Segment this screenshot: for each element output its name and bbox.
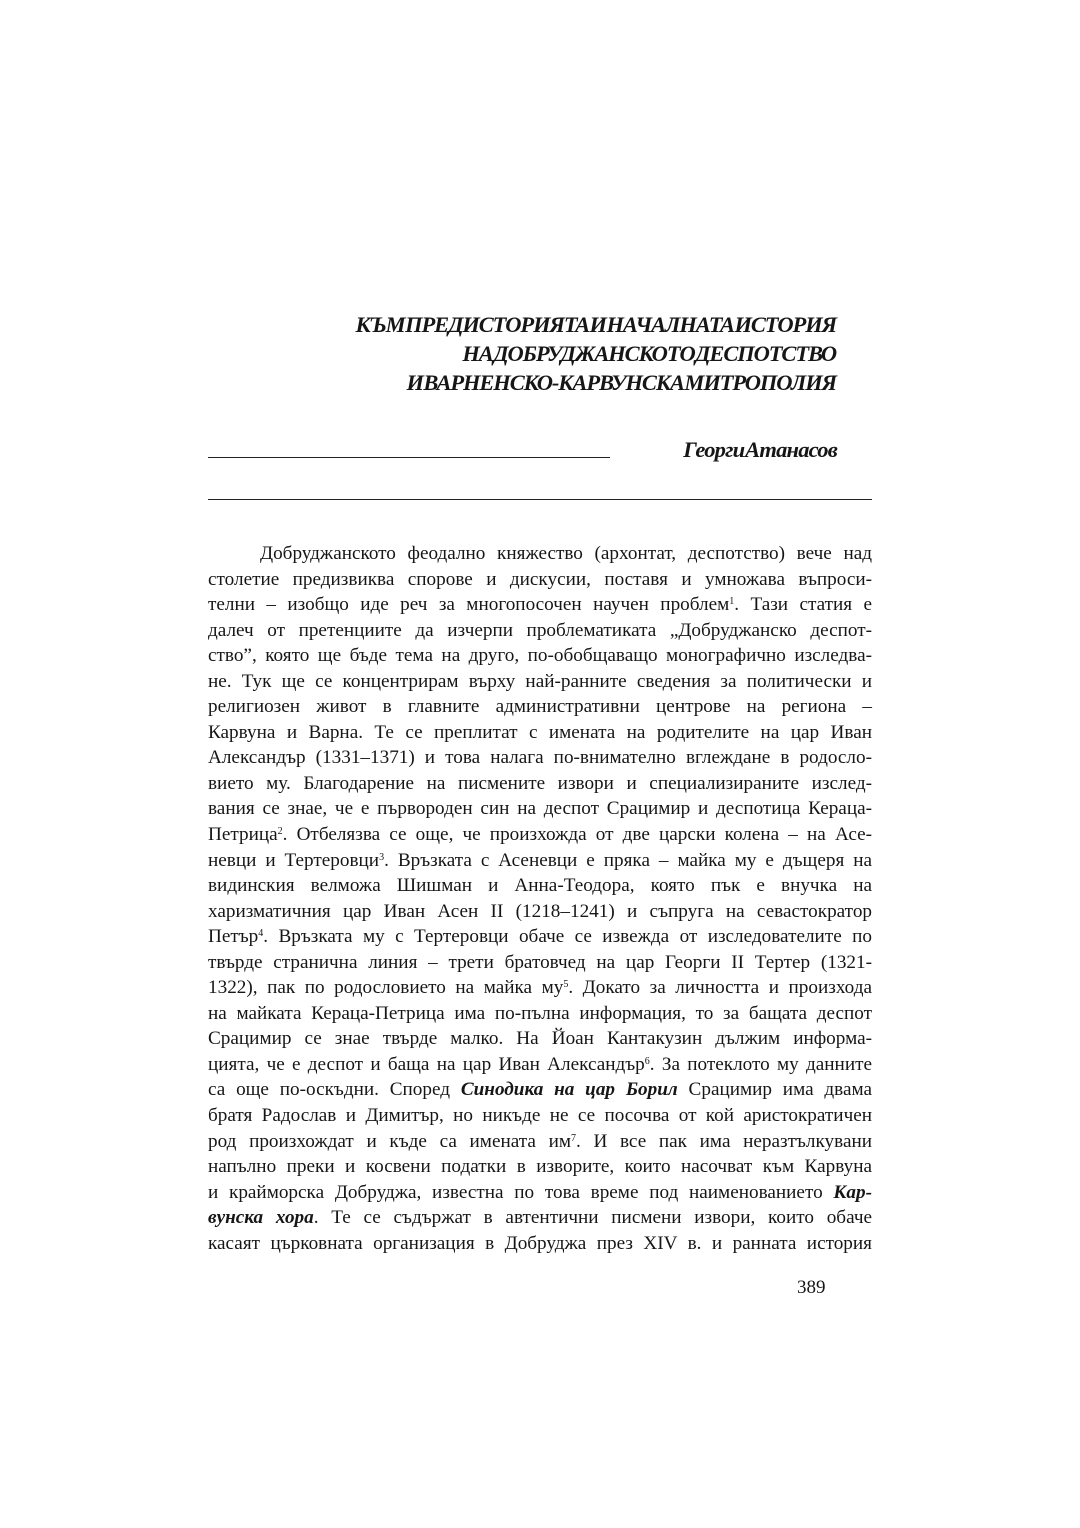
article-title xyxy=(200,310,836,397)
title-line-2: НА ДОБРУДЖАНСКОТО ДЕСПОТСТВО xyxy=(462,341,836,366)
text-line: цията, че е деспот и баща на цар Иван Александър$^6$. За потеклото му данните xyxy=(208,1053,872,1075)
text-line: на майката Кераца-Петрица има по-пълна информация, то за бащата деспот xyxy=(208,1002,872,1024)
emphasis-synodikon: Синодика на цар Борил xyxy=(460,1079,678,1101)
author-rule xyxy=(208,457,610,458)
footnote-ref[interactable]: 3 xyxy=(379,851,385,863)
text-line: и крайморска Добруджа, известна по това време под наименованието Кар- xyxy=(208,1181,873,1203)
text-line: вунска хора. Те се съдържат в автентични писмени извори, които обаче xyxy=(208,1207,872,1229)
text-line: касаят църковната организация в Добруджа през XIV в. и ранната история xyxy=(208,1232,872,1254)
footnote-ref[interactable]: 6 xyxy=(644,1055,650,1067)
text-line: Срацимир се знае твърде малко. На Йоан Кантакузин дължим информа- xyxy=(208,1028,872,1050)
text-line: невци и Тертеровци$^3$. Връзката с Асеневци е пряка – майка му е дъщеря на xyxy=(208,849,872,871)
text-line: Петър$^4$. Връзката му с Тертеровци обаче се извежда от изследователите по xyxy=(208,926,872,948)
text-line: видинския велможа Шишман и Анна-Теодора, която пък е внучка на xyxy=(208,875,872,897)
text-line: ство”, която ще бъде тема на друго, по-обобщаващо монографично изследва- xyxy=(208,645,872,667)
body-text xyxy=(208,541,872,1256)
emphasis-karvunska: Кар- xyxy=(833,1181,873,1203)
author-name: Георги Атанасов xyxy=(683,437,837,462)
title-line-3: И ВАРНЕНСКО-КАРВУНСКА МИТРОПОЛИЯ xyxy=(406,370,836,395)
text-line: религиозен живот в главните административни центрове на региона – xyxy=(208,696,872,718)
page-number: 389 xyxy=(797,1277,826,1298)
text-line: род произхождат и къде са имената $им^7$. И все пак има неразтълкувани xyxy=(208,1130,872,1152)
text-line: харизматичния цар Иван Асен II (1218–1241) и съпруга на севастократор xyxy=(208,900,872,922)
text-line: твърде странична линия – трети братовчед на цар Георги II Тертер (1321- xyxy=(208,951,872,973)
title-line-1: КЪМ ПРЕДИСТОРИЯТА И НАЧАЛНАТА ИСТОРИЯ xyxy=(355,312,836,337)
text-line: Петрица$^2$. Отбелязва се още, че произхожда от две царски колена – на Асе- xyxy=(208,824,872,846)
emphasis-karvunska-hora: вунска хора xyxy=(208,1207,314,1229)
footnote-ref[interactable]: 5 xyxy=(563,979,569,991)
text-line: не. Тук ще се концентрирам върху най-ранните сведения за политически и xyxy=(208,670,872,692)
text-line: 1322), пак по родословието на майка $му^5$. Докато за личността и произхода xyxy=(208,977,872,999)
header-divider xyxy=(208,499,872,500)
text-line: вието му. Благодарение на писмените извори и специализираните изслед- xyxy=(208,772,872,794)
footnote-ref[interactable]: 4 xyxy=(258,928,264,940)
text-line: далеч от претенциите да изчерпи проблематиката „Добруджанско деспот- xyxy=(208,619,872,641)
footnote-ref[interactable]: 2 xyxy=(277,826,283,838)
text-line: Добруджанското феодално княжество (архонтат, деспотство) вече над xyxy=(260,543,872,564)
text-line: са още по-оскъдни. Според Синодика на цар Борил Срацимир има двама xyxy=(208,1079,873,1101)
text-line: братя Радослав и Димитър, но никъде не се посочва от кой аристократичен xyxy=(208,1105,872,1127)
text-line: Александър (1331–1371) и това налага по-внимателно вглеждане в родосло- xyxy=(208,747,872,769)
text-line: вания се знае, че е първороден син на деспот Срацимир и деспотица Кераца- xyxy=(208,798,872,820)
text-line: телни – изобщо иде реч за многопосочен научен проблем$^1$. Тази статия е xyxy=(208,594,872,616)
text-line: Карвуна и Варна. Те се преплитат с имената на родителите на цар Иван xyxy=(208,721,872,743)
footnote-ref[interactable]: 1 xyxy=(729,596,735,608)
text-line: напълно преки и косвени податки в изворите, които насочват към Карвуна xyxy=(208,1156,872,1178)
text-line: столетие предизвиква спорове и дискусии, поставя и умножава въпроси- xyxy=(208,568,872,590)
footnote-ref[interactable]: 7 xyxy=(570,1132,576,1144)
